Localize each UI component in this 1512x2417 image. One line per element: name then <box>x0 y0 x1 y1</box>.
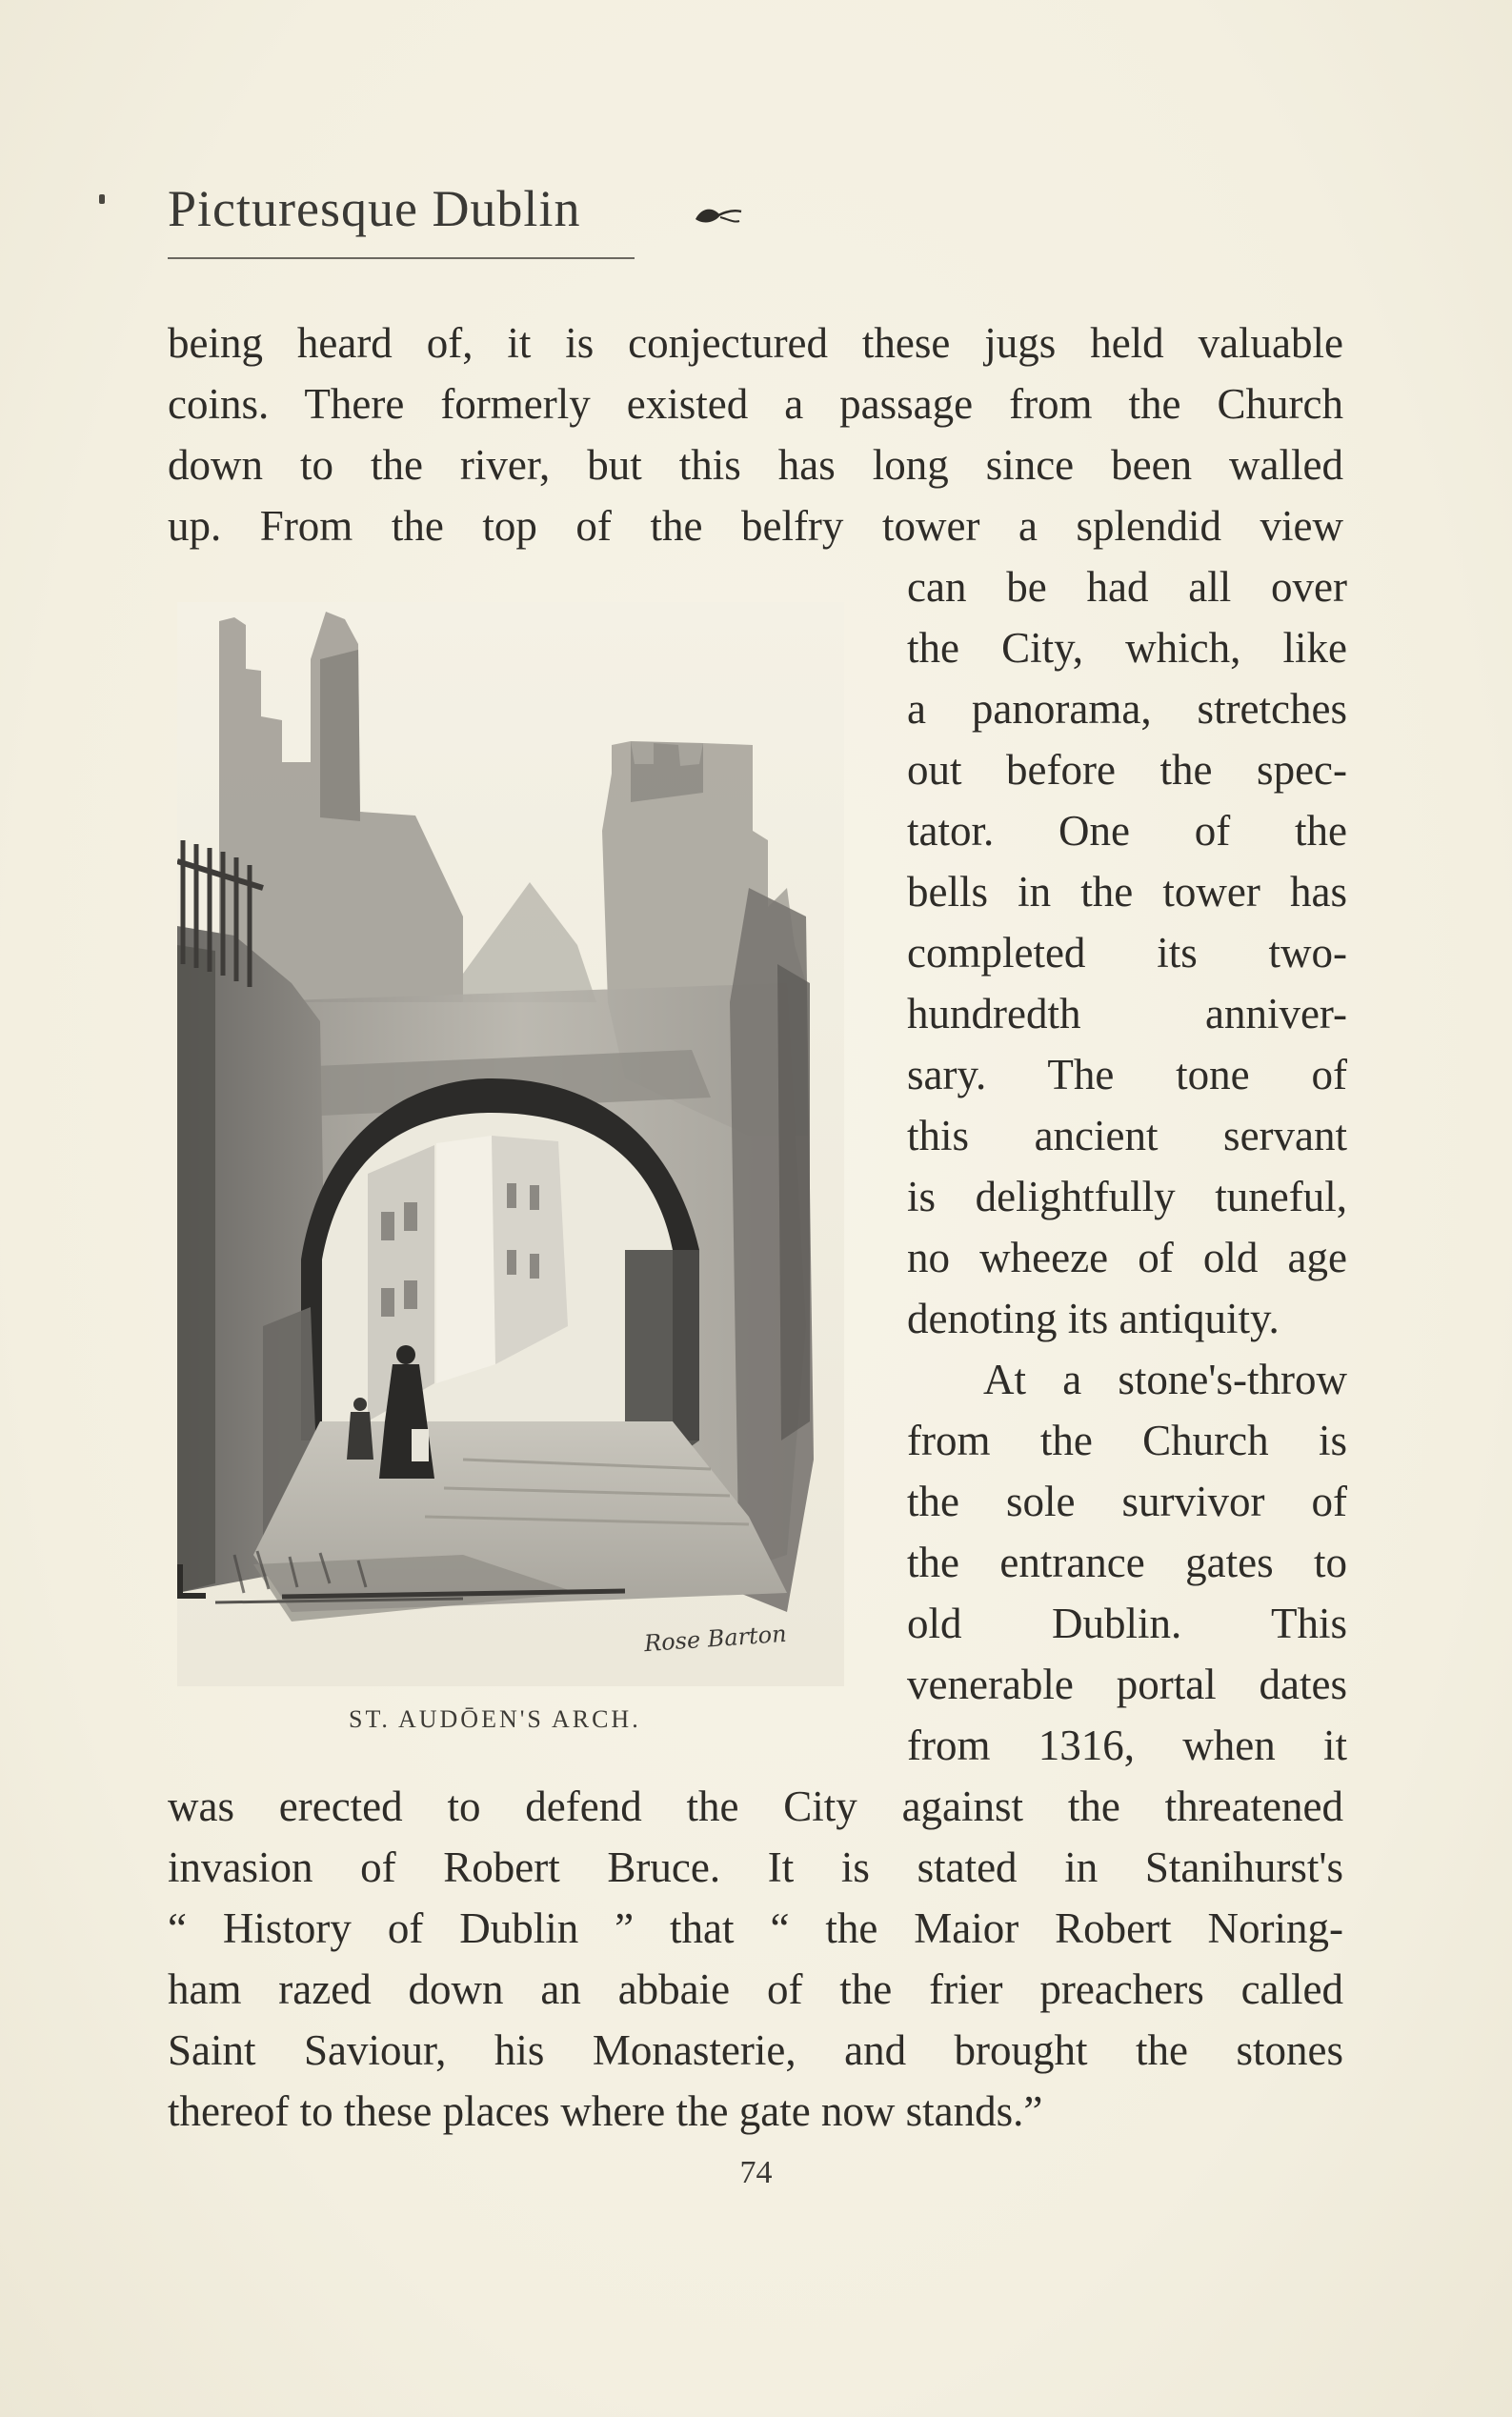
st-audoens-arch-illustration <box>177 602 844 1686</box>
text-line: At a stone's-throw <box>983 1356 1347 1403</box>
text-line: invasion of Robert Bruce. It is stated in Stanihurst's <box>168 1843 1343 1891</box>
text-line: venerable portal dates <box>907 1661 1347 1708</box>
figure-caption: ST. AUDŌEN'S ARCH. <box>349 1705 641 1733</box>
text-line: hundredth anniver- <box>907 990 1347 1037</box>
text-line: being heard of, it is conjectured these jugs held valuable <box>168 319 1343 367</box>
text-line: coins. There formerly existed a passage from the Church <box>168 380 1343 428</box>
text-line: tator. One of the <box>907 807 1347 855</box>
text-line: down to the river, but this has long since been walled <box>168 441 1343 489</box>
text-line: bells in the tower has <box>907 868 1347 916</box>
text-line: denoting its antiquity. <box>907 1295 1280 1342</box>
running-head-rule <box>168 257 635 259</box>
text-line: no wheeze of old age <box>907 1234 1347 1281</box>
text-line: was erected to defend the City against the threatened <box>168 1783 1343 1830</box>
text-line: the sole survivor of <box>907 1478 1347 1525</box>
text-line: “ History of Dublin ” that “ the Maior Robert Noring- <box>168 1904 1343 1952</box>
text-line: a panorama, stretches <box>907 685 1347 733</box>
artist-signature: Rose Barton <box>643 1620 788 1658</box>
ink-speck <box>99 194 105 204</box>
text-line: old Dublin. This <box>907 1600 1347 1647</box>
text-line: up. From the top of the belfry tower a splendid view <box>168 502 1343 550</box>
text-line: out before the spec- <box>907 746 1347 794</box>
text-line: thereof to these places where the gate now stands.” <box>168 2087 1043 2135</box>
text-line: the entrance gates to <box>907 1539 1347 1586</box>
text-line: sary. The tone of <box>907 1051 1347 1098</box>
text-line: Saint Saviour, his Monasterie, and brought the stones <box>168 2026 1343 2074</box>
leaf-ornament-icon <box>692 200 743 232</box>
running-head-title: Picturesque Dublin <box>168 180 581 237</box>
text-line: can be had all over <box>907 563 1347 611</box>
text-line: from the Church is <box>907 1417 1347 1464</box>
page-number: 74 <box>739 2155 773 2190</box>
text-line: ham razed down an abbaie of the frier preachers called <box>168 1965 1343 2013</box>
text-line: the City, which, like <box>907 624 1347 672</box>
text-line: from 1316, when it <box>907 1722 1347 1769</box>
text-line: this ancient servant <box>907 1112 1347 1159</box>
text-line: is delightfully tuneful, <box>907 1173 1347 1220</box>
text-line: completed its two- <box>907 929 1347 977</box>
